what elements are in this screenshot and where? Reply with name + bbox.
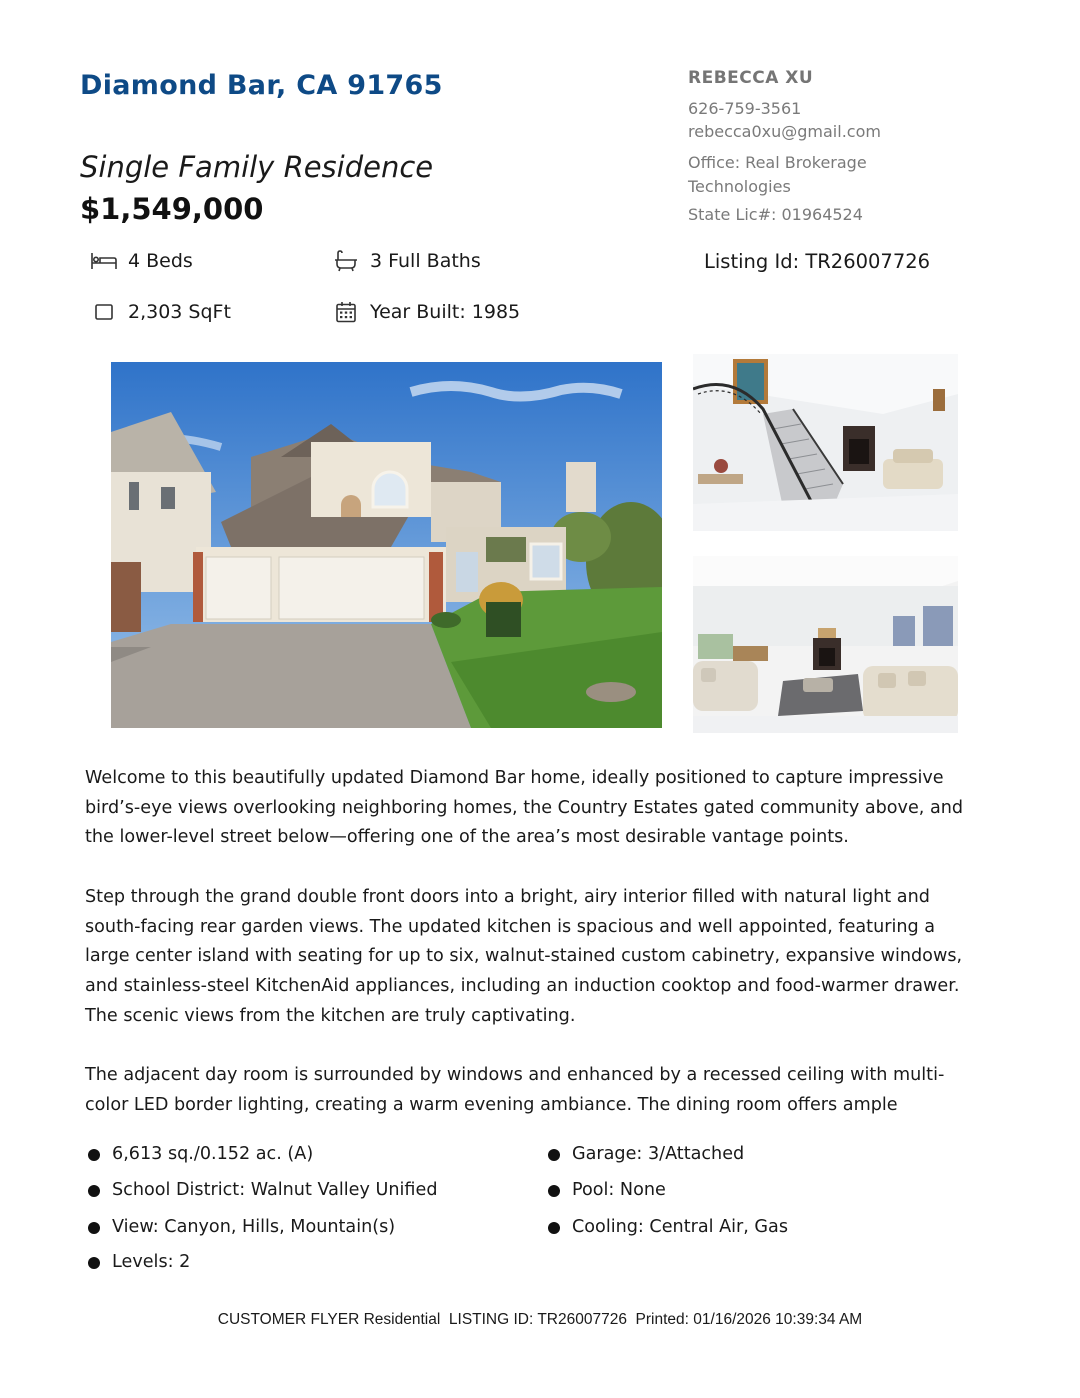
bed-icon [90, 249, 118, 273]
feature-item: Levels: 2 [86, 1252, 438, 1272]
sqft-label: 2,303 SqFt [128, 301, 231, 323]
agent-office-line1: Office: Real Brokerage [688, 153, 867, 172]
agent-office-line2: Technologies [688, 177, 791, 196]
feature-item: Cooling: Central Air, Gas [546, 1217, 788, 1237]
year-built-fact [332, 300, 520, 324]
feature-item: Pool: None [546, 1180, 788, 1217]
city-state-zip: Diamond Bar, CA 91765 [80, 70, 443, 101]
property-description [85, 764, 985, 1120]
living-room-photo [693, 556, 958, 733]
agent-license: State Lic#: 01964524 [688, 205, 863, 224]
agent-info [688, 68, 1008, 227]
feature-item: School District: Walnut Valley Unified [86, 1180, 438, 1217]
flyer-footer: CUSTOMER FLYER Residential LISTING ID: TR26007726 Printed: 01/16/2026 10:39:34 AM [217, 1311, 863, 1328]
listing-id: Listing Id: TR26007726 [704, 250, 931, 273]
property-type: Single Family Residence [80, 150, 434, 184]
sqft-fact [90, 300, 231, 324]
feature-item: 6,613 sq./0.152 ac. (A) [86, 1144, 438, 1180]
beds-label: 4 Beds [128, 250, 193, 272]
beds-fact [90, 249, 193, 273]
baths-label: 3 Full Baths [370, 250, 481, 272]
listing-price: $1,549,000 [80, 192, 264, 226]
agent-email: rebecca0xu@gmail.com [688, 122, 881, 141]
features-list-right [546, 1144, 788, 1237]
house-exterior-photo [111, 362, 662, 728]
calendar-icon [332, 300, 360, 324]
baths-fact [332, 249, 481, 273]
description-paragraph-1: Welcome to this beautifully updated Diamond Bar home, ideally positioned to capture impressive bird’s-eye views overlooking neighboring homes, the Country Estates gated community above, and the lower-level street below—offering one of the area’s most desirable vantage points. [85, 768, 964, 848]
feature-item: View: Canyon, Hills, Mountain(s) [86, 1217, 438, 1252]
agent-name: REBECCA XU [688, 68, 814, 88]
square-icon [90, 300, 118, 324]
features-list-left [86, 1144, 438, 1272]
agent-phone: 626-759-3561 [688, 99, 802, 118]
staircase-interior-photo [693, 354, 958, 531]
feature-item: Garage: 3/Attached [546, 1144, 788, 1180]
bathtub-icon [332, 249, 360, 273]
description-paragraph-3: The adjacent day room is surrounded by windows and enhanced by a recessed ceiling with multi-color LED border lighting, creating a warm evening ambiance. The dining room offers ample [85, 1065, 945, 1115]
year-built-label: Year Built: 1985 [370, 301, 521, 323]
description-paragraph-2: Step through the grand double front doors into a bright, airy interior filled with natural light and south-facing rear garden views. The updated kitchen is spacious and well appointed, featuring a large center island with seating for up to six, walnut-stained custom cabinetry, expansive windows, and stainless-steel KitchenAid appliances, including an induction cooktop and food-warmer drawer. The scenic views from the kitchen are truly captivating. [85, 886, 963, 1026]
